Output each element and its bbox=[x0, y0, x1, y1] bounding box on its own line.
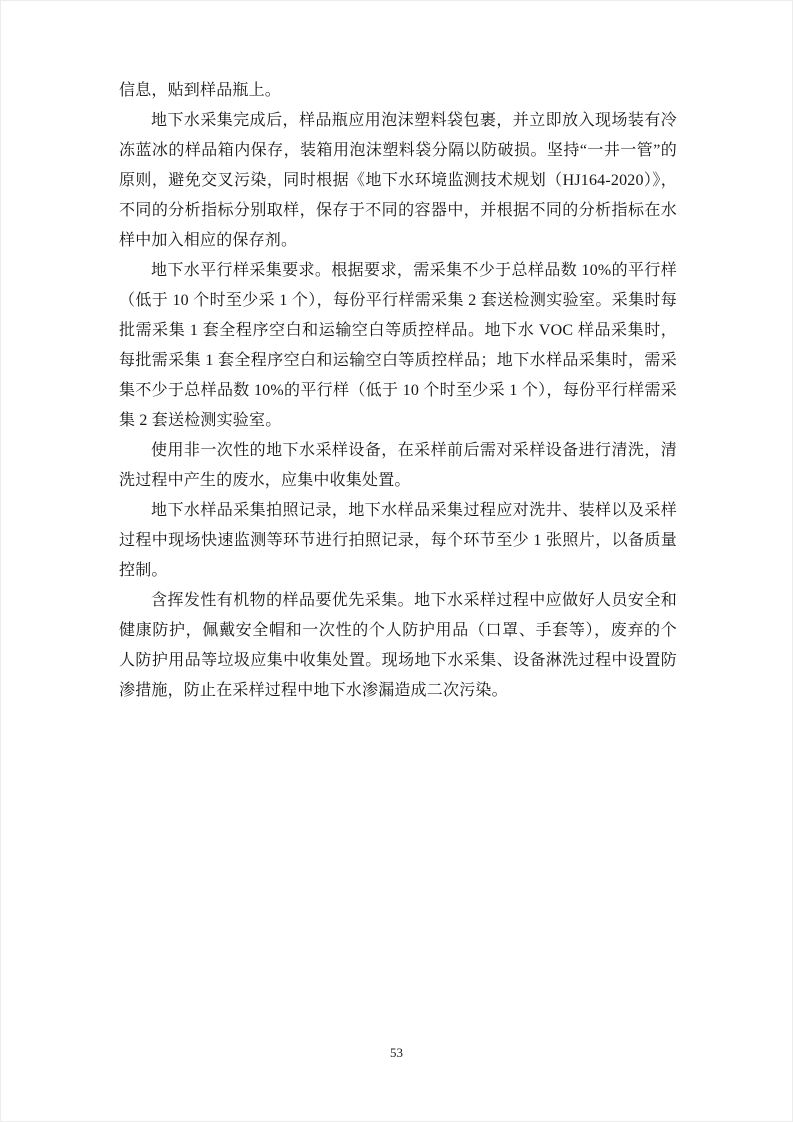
paragraph-voc-safety: 含挥发性有机物的样品要优先采集。地下水采样过程中应做好人员安全和健康防护，佩戴安全帽和一次性的个人防护用品（口罩、手套等），废弃的个人防护用品等垃圾应集中收集处置。现场地下水采集、设备淋洗过程中设置防渗措施，防止在采样过程中地下水渗漏造成二次污染。 bbox=[119, 592, 677, 699]
page-body-text bbox=[119, 76, 677, 706]
paragraph-photo-record: 地下水样品采集拍照记录，地下水样品采集过程应对洗井、装样以及采样过程中现场快速监测等环节进行拍照记录，每个环节至少 1 张照片，以备质量控制。 bbox=[119, 502, 677, 579]
page-number: 53 bbox=[390, 1045, 403, 1060]
paragraph-equipment-cleaning: 使用非一次性的地下水采样设备，在采样前后需对采样设备进行清洗，清洗过程中产生的废水，应集中收集处置。 bbox=[119, 442, 677, 489]
paragraph-sample-packing: 地下水采集完成后，样品瓶应用泡沫塑料袋包裹，并立即放入现场装有冷冻蓝冰的样品箱内保存，装箱用泡沫塑料袋分隔以防破损。坚持“一井一管”的原则，避免交叉污染，同时根据《地下水环境监测技术规划（HJ164-2020）》，不同的分析指标分别取样，保存于不同的容器中，并根据不同的分析指标在水样中加入相应的保存剂。 bbox=[119, 112, 677, 249]
paragraph-continuation: 信息，贴到样品瓶上。 bbox=[119, 82, 282, 99]
page-footer bbox=[1, 1043, 792, 1063]
paragraph-parallel-sampling: 地下水平行样采集要求。根据要求，需采集不少于总样品数 10%的平行样（低于 10 个时至少采 1 个），每份平行样需采集 2 套送检测实验室。采集时每批需采集 1 套全程序空白和运输空白等质控样品。地下水 VOC 样品采集时，每批需采集 1 套全程序空白和运输空白等质控样品；地下水样品采集时，需采集不少于总样品数 10%的平行样（低于 10 个时至少采 1 个），每份平行样需采集 2 套送检测实验室。 bbox=[119, 262, 677, 429]
